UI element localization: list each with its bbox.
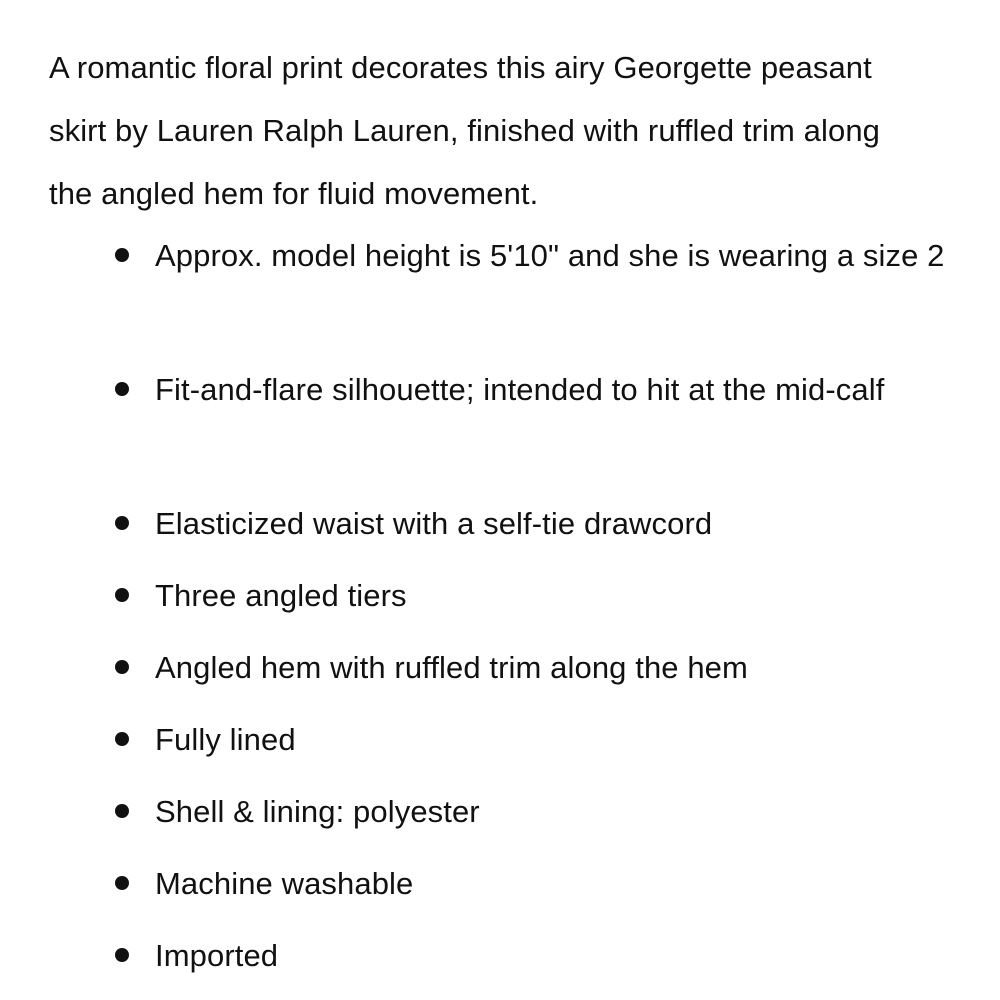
bullet-icon <box>115 876 129 890</box>
bullet-icon <box>115 516 129 530</box>
bullet-icon <box>115 660 129 674</box>
list-item-text: Approx. model height is 5'10" and she is wearing a size 2 <box>155 238 945 273</box>
bullet-icon <box>115 732 129 746</box>
list-item-text: Imported <box>155 938 279 973</box>
bullet-icon <box>115 588 129 602</box>
product-description <box>49 36 969 973</box>
list-item-text: Shell & lining: polyester <box>155 794 480 829</box>
list-item-text: Fit-and-flare silhouette; intended to hit at the mid-calf <box>155 372 885 407</box>
list-item-text: Three angled tiers <box>155 578 407 613</box>
list-item-text: Fully lined <box>155 722 296 757</box>
intro-paragraph: A romantic floral print decorates this airy Georgette peasant skirt by Lauren Ralph Lauren, finished with ruffled trim along the angled hem for fluid movement. <box>49 50 881 211</box>
bullet-icon <box>115 948 129 962</box>
list-item-text: Angled hem with ruffled trim along the hem <box>155 650 748 685</box>
bullet-icon <box>115 804 129 818</box>
list-item-text: Elasticized waist with a self-tie drawcord <box>155 506 713 541</box>
list-item-text: Machine washable <box>155 866 414 901</box>
bullet-icon <box>115 382 129 396</box>
bullet-icon <box>115 248 129 262</box>
